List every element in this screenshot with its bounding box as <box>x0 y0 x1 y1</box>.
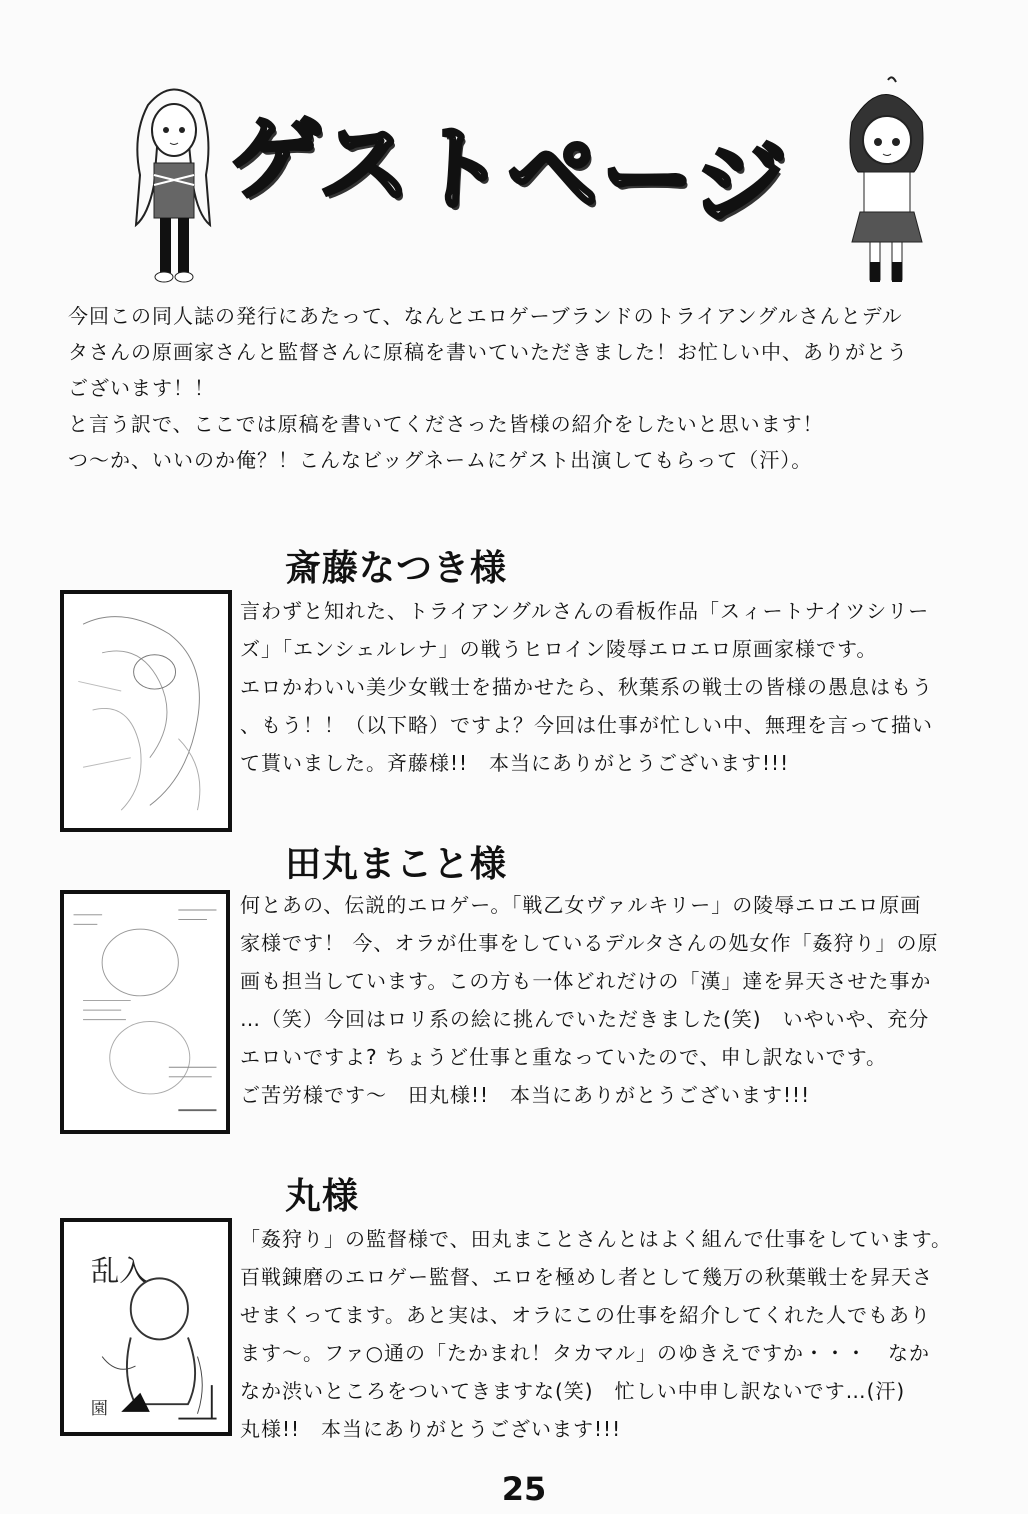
description-line: 丸様!! 本当にありがとうございます!!! <box>240 1417 622 1441</box>
guest-description-saito <box>240 592 933 782</box>
intro-line: 今回この同人誌の発行にあたって、なんとエロゲーブランドのトライアングルさんとデル <box>68 304 903 328</box>
sketch-illustration <box>64 594 228 828</box>
description-line: せまくってます。あと実は、オラにこの仕事を紹介してくれた人でもあり <box>240 1303 931 1327</box>
guest-name-tamaru: 田丸まこと様 <box>285 844 508 885</box>
intro-line: つ～か、いいのか俺？！こんなビッグネームにゲスト出演してもらって（汗）。 <box>68 448 813 472</box>
thumbnail-handwriting: 園 <box>90 1398 108 1419</box>
guest-thumbnail-maru <box>60 1218 232 1436</box>
intro-line: と言う訳で、ここでは原稿を書いてくださった皆様の紹介をしたいと思います！ <box>68 412 824 436</box>
description-line: エロかわいい美少女戦士を描かせたら、秋葉系の戦士の皆様の愚息はもう <box>240 675 933 699</box>
description-line: エロいですよ? ちょうど仕事と重なっていたので、申し訳ないです。 <box>240 1045 887 1069</box>
description-line: 「姦狩り」の監督様で、田丸まことさんとはよく組んで仕事をしています。 <box>240 1227 952 1251</box>
intro-text <box>68 298 998 478</box>
page-header <box>0 0 1028 300</box>
description-line: 、もう！！（以下略）ですよ？今回は仕事が忙しい中、無理を言って描い <box>240 713 933 737</box>
description-line: 画も担当しています。この方も一体どれだけの「漢」達を昇天させた事か <box>240 969 932 993</box>
intro-line: タさんの原画家さんと監督さんに原稿を書いていただきました！お忙しい中、ありがとう <box>68 340 908 364</box>
description-line: 何とあの、伝説的エロゲー。「戦乙女ヴァルキリー」の陵辱エロエロ原画 <box>240 893 922 917</box>
guest-thumbnail-tamaru <box>60 890 230 1134</box>
intro-line: ございます！！ <box>68 376 215 400</box>
guest-description-maru <box>240 1220 952 1448</box>
description-line: 百戦錬磨のエロゲー監督、エロを極めし者として幾万の秋葉戦士を昇天さ <box>240 1265 933 1289</box>
girl-left-illustration <box>118 75 228 285</box>
thumbnail-handwriting: 乱入 <box>90 1253 148 1288</box>
description-line: 家様です！ 今、オラが仕事をしているデルタさんの処女作「姦狩り」の原 <box>240 931 939 955</box>
description-line: ます～。ファ○通の「たかまれ！タカマル」のゆきえですか・・・ なか <box>240 1341 931 1365</box>
description-line: なか渋いところをついてきますな(笑) 忙しい中申し訳ないです…(汗) <box>240 1379 906 1403</box>
description-line: ズ」「エンシェルレナ」の戦うヒロイン陵辱エロエロ原画家様です。 <box>240 637 878 661</box>
girl-right-illustration <box>830 72 940 292</box>
page-number: 25 <box>501 1470 547 1508</box>
page-title: ゲストページ <box>226 104 791 241</box>
sketch-illustration <box>64 1222 228 1432</box>
guest-description-tamaru <box>240 886 939 1114</box>
description-line: ご苦労様です～ 田丸様!! 本当にありがとうございます!!! <box>240 1083 811 1107</box>
description-line: て貰いました。斉藤様!! 本当にありがとうございます!!! <box>240 751 790 775</box>
guest-thumbnail-saito <box>60 590 232 832</box>
sketch-illustration <box>64 894 226 1130</box>
description-line: …（笑）今回はロリ系の絵に挑んでいただきました(笑) いやいや、充分 <box>240 1007 930 1031</box>
guest-name-saito: 斎藤なつき様 <box>285 548 508 589</box>
guest-name-maru: 丸様 <box>285 1176 360 1217</box>
description-line: 言わずと知れた、トライアングルさんの看板作品「スィートナイツシリー <box>240 599 930 623</box>
